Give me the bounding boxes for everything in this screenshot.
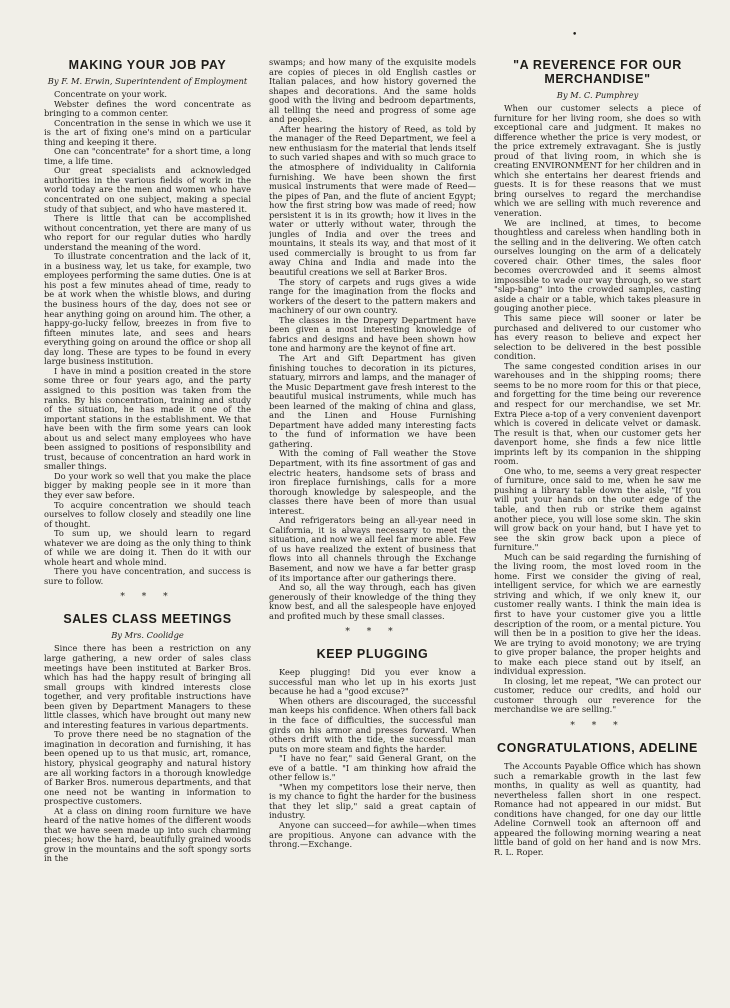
paragraph: Do your work so well that you make the place bigger by making people see in it more than they ever saw before.	[44, 470, 251, 500]
article-title-reverence-for-merchandise: "A REVERENCE FOR OUR MERCHANDISE"	[513, 58, 682, 86]
paragraph: "When my competitors lose their nerve, then is my chance to fight the harder for the business that they let slip," said a great captain of industry.	[269, 781, 476, 821]
paragraph: Our great specialists and acknowledged authorities in the various fields of work in the world today are the men and women who have concentrated on one subject, making a special study of that subject, and who have mastered it.	[44, 165, 251, 214]
paragraph: One who, to me, seems a very great respecter of furniture, once said to me, when he saw me pushing a library table down the aisle, "If you will put your hands on the outer edge of the table, and then rub or strike them against another piece, you will lose some skin. The skin will grow back on your hand, but I have yet to see the skin grow back upon a piece of furniture."	[494, 465, 701, 553]
paragraph: The same congested condition arises in our warehouses and in the shipping rooms; there seems to be no more room for this or that piece, and forgetting for the time being our reverence and respect for our merchandise, we set Mr. Extra Piece a-top of a very convenient davenport which is covered in delicate velvet or damask. The result is that, when our customer gets her davenport home, she finds a few nice little imprints left by its companion in the shipping room.	[494, 360, 701, 467]
paragraph: To acquire concentration we should teach ourselves to follow closely and steadily one line of thought.	[44, 499, 251, 529]
paragraph: There you have concentration, and success is sure to follow.	[44, 566, 251, 586]
paragraph: Anyone can succeed—for awhile—when times are propitious. Anyone can advance with the throng.—Exchange.	[269, 820, 476, 850]
paragraph: Webster defines the word concentrate as bringing to a common center.	[44, 98, 251, 119]
section-divider: * * *	[345, 627, 400, 638]
paragraph: With the coming of Fall weather the Stove Department, with its fine assortment of gas and electric heaters, handsome sets of brass and iron fireplace furnishings, calls for a more thorough knowledge by salespeople, and the classes there have been of more than usual interest.	[269, 448, 476, 516]
paragraph: When our customer selects a piece of furniture for her living room, she does so with exceptional care and judgment. It makes no difference whether the price is very modest, or the price extremely extravagant. She is justly proud of that living room, in which she is creating ENVIRONMENT for her children and in which she entertains her dearest friends and guests. It is for these reasons that we must bring ourselves to regard the merchandise which we are selling with much reverence and veneration.	[494, 103, 701, 219]
paragraph: There is little that can be accomplished without concentration, yet there are many of us who report for our regular duties who hardly understand the meaning of the word.	[44, 213, 251, 252]
column-2	[269, 58, 476, 1008]
paragraph: When others are discouraged, the successful man keeps his confidence. When others fall back in the face of difficulties, the successful man girds on his armor and presses forward. When others drift with the tide, the successful man puts on more steam and fights the harder.	[269, 695, 476, 754]
paragraph: "I have no fear," said General Grant, on the eve of a battle. "I am thinking how afraid the other fellow is."	[269, 753, 476, 783]
paragraph: At a class on dining room furniture we have heard of the native homes of the different woods that we have seen made up into such charming pieces; how the hard, beautifully grained woods grow in the mountains and the soft spongy sorts in the	[44, 805, 251, 864]
paragraph: The Accounts Payable Office which has shown such a remarkable growth in the last few months, in quality as well as quantity, had nevertheless fallen short in one respect. Romance had not appeared in our midst. But conditions have changed, for one day our little Adeline Cornwell took an afternoon off and appeared the following morning wearing a neat little band of gold on her hand and is now Mrs. R. L. Roper.	[494, 761, 701, 857]
paragraph: I have in mind a position created in the store some three or four years ago, and the party assigned to this position was taken from the ranks. By his concentration, training and study of the situation, he has made it one of the important stations in the establishment. We that have been with the firm some years can look about us and select many employees who have been assigned to positions of responsibility and trust, because of concentration an hard work in smaller things.	[44, 365, 251, 472]
article-title-keep-plugging: KEEP PLUGGING	[316, 647, 429, 662]
paragraph: To illustrate concentration and the lack of it, in a business way, let us take, for example, two employees performing the same duties. One is at his post a few minutes ahead of time, ready to be at work when the whistle blows, and during the business hours of the day, does not see or hear anything going on around him. The other, a happy-go-lucky fellow, breezes in from five to fifteen minutes late, and sees and hears everything going on around the office or shop all day long. These are types to be found in every large business institution.	[44, 251, 251, 367]
article-title-sales-class-meetings: SALES CLASS MEETINGS	[63, 612, 232, 627]
article-title-congratulations-adeline: CONGRATULATIONS, ADELINE	[497, 741, 698, 755]
paragraph: And so, all the way through, each has given generously of their knowledge of the thing they know best, and all the salespeople have enjoyed and profited much by these small classes.	[269, 582, 476, 621]
page-mark: •	[572, 30, 578, 40]
article-title-making-your-job-pay: MAKING YOUR JOB PAY	[68, 58, 227, 72]
section-divider: * * *	[120, 592, 175, 603]
article-byline: By M. C. Pumphrey	[556, 90, 639, 100]
column-3	[494, 58, 701, 1008]
paragraph: After hearing the history of Reed, as told by the manager of the Reed Department, we feel a new enthusiasm for the material that lends itself to such varied shapes and with so much grace to the atmosphere of individuality in California furnishing. We have been shown the first musical instruments that were made of Reed—the pipes of Pan, and the flute of ancient Egypt; how the first string bow was made of reed; how persistent it is in its growth; how it lives in the water or utterly without water, through the jungles of India and over the trees and mountains, it steals its way, and that most of it used commercially is brought to us from far away China and India and made into the beautiful creations we sell at Barker Bros.	[269, 123, 476, 278]
paragraph: swamps; and how many of the exquisite models are copies of pieces in old English castles or Italian palaces, and how history governed the shapes and decorations. And the same holds good with the living and bedroom departments, all telling the need and progress of some age and peoples.	[269, 58, 476, 125]
paragraph: Much can be said regarding the furnishing of the living room, the most loved room in the home. First we consider the giving of real, intelligent service, for which we are earnestly striving and which, if we only knew it, our customer really wants. I think the main idea is first to have your customer give you a little description of the room, or a mental picture. You will then be in a position to give her the ideas. We are trying to avoid monotony; we are trying to give proper balance, the proper heights and to make each piece stand out by itself, an individual expression.	[494, 551, 701, 677]
paragraph: To prove there need be no stagnation of the imagination in decoration and furnishing, it has been opened up to us that music, art, romance, history, physical geography and natural history are all working factors in a thorough knowledge of Barker Bros. numerous departments, and that one need not be wanting in information to prospective customers.	[44, 729, 251, 807]
column-1	[44, 58, 251, 1008]
paragraph: Concentrate on your work.	[54, 89, 168, 99]
paragraph: One can "concentrate" for a short time, a long time, a life time.	[44, 146, 251, 166]
section-divider: * * *	[570, 721, 625, 731]
paragraph: Concentration in the sense in which we use it is the art of fixing one's mind on a particular thing and keeping it there.	[44, 117, 251, 147]
paragraph: Since there has been a restriction on any large gathering, a new order of sales class meetings have been instituted at Barker Bros. which has had the happy result of bringing all small groups with kindred interests close together, and very profitable instructions have been given by Department Managers to these little classes, which have brought out many new and interesting features in various departments.	[44, 643, 251, 730]
paragraph: This same piece will sooner or later be purchased and delivered to our customer who has every reason to believe and expect her selection to be delivered in the best possible condition.	[494, 313, 701, 362]
paragraph: We are inclined, at times, to become thoughtless and careless when handling both in the selling and in the delivering. We often catch ourselves lounging on the arm of a delicately covered chair. Other times, the sales floor becomes overcrowded and it seems almost impossible to wade our way through, so we start "slap-bang" into the crowded samples, casting aside a chair or a table, which takes pleasure in gouging another piece.	[494, 217, 701, 314]
article-byline: By Mrs. Coolidge	[111, 630, 184, 641]
paragraph: In closing, let me repeat, "We can protect our customer, reduce our credits, and hold our customer through our reverence for the merchandise we are selling."	[494, 675, 701, 715]
article-byline: By F. M. Erwin, Superintendent of Employment	[47, 76, 248, 86]
paragraph: The Art and Gift Department has given finishing touches to decoration in its pictures, statuary, mirrors and lamps, and the manager of the Music Department gave fresh interest to the beautiful musical instruments, while much has been learned of the making of china and glass, and the Linen and House Furnishing Department have added many interesting facts to the fund of information we have been gathering.	[269, 352, 476, 449]
paragraph: The story of carpets and rugs gives a wide range for the imagination from the flocks and workers of the desert to the pattern makers and machinery of our own country.	[269, 276, 476, 316]
paragraph: To sum up, we should learn to regard whatever we are doing as the only thing to think of while we are doing it. Then do it with our whole heart and whole mind.	[44, 528, 251, 567]
paragraph: And refrigerators being an all-year need in California, it is always necessary to meet the situation, and now we all feel far more able. Few of us have realized the extent of business that flows into all channels through the Exchange Basement, and now we have a far better grasp of its importance after our gatherings there.	[269, 515, 476, 583]
paragraph: Keep plugging! Did you ever know a successful man who let up in his exorts just because he had a "good excuse?"	[269, 667, 476, 697]
paragraph: The classes in the Drapery Department have been given a most interesting knowledge of fabrics and designs and have been shown how tone and harmony are the keynot of fine art.	[269, 314, 476, 354]
